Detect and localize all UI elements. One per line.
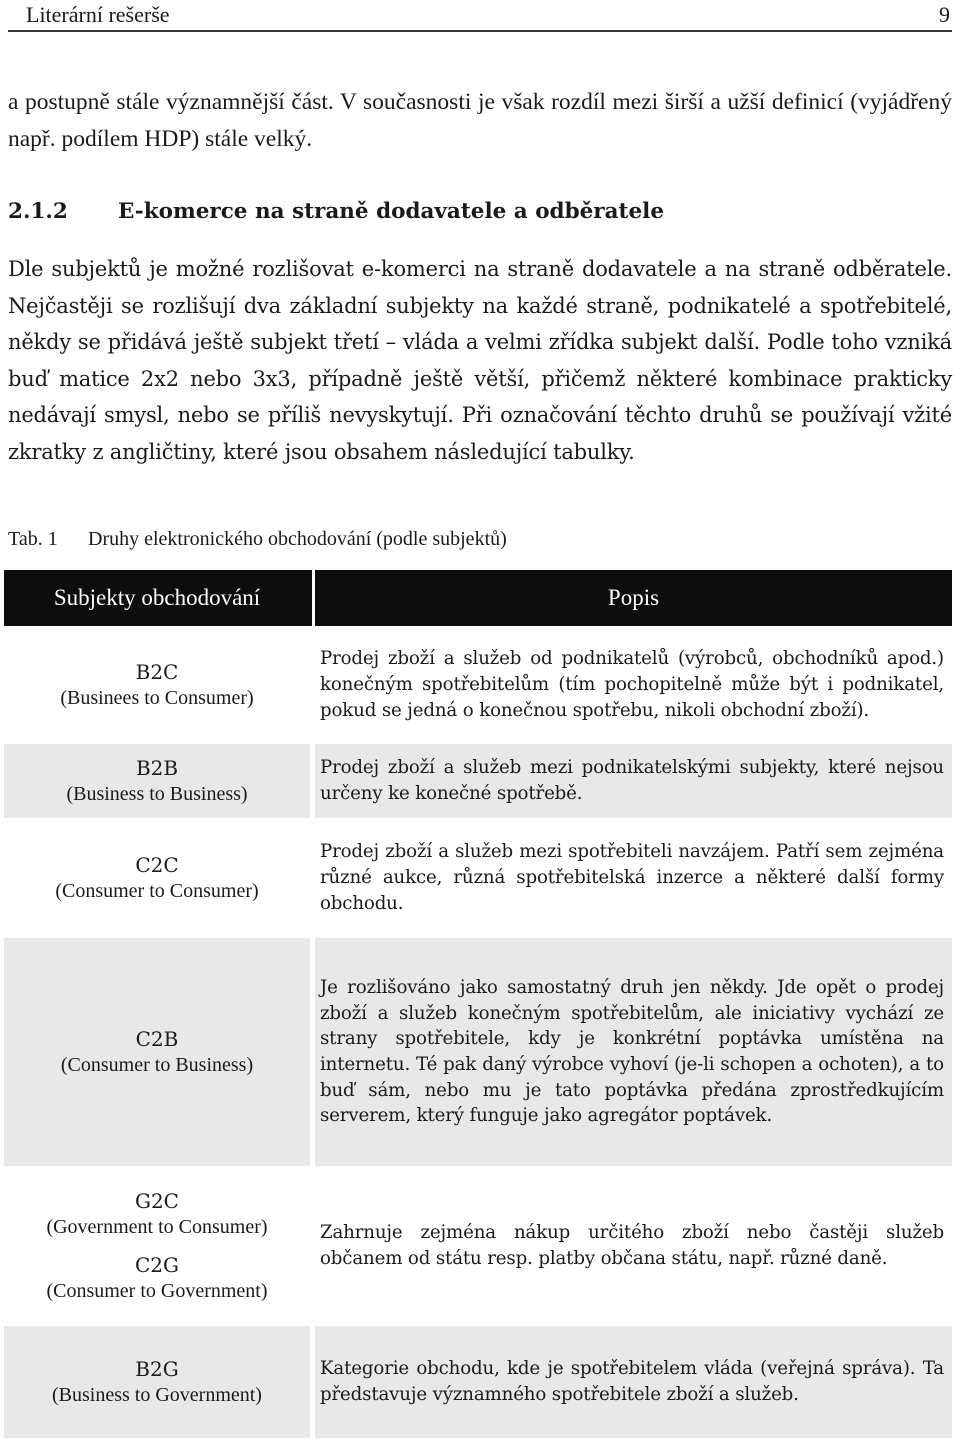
intro-paragraph: a postupně stále významnější část. V současnosti je však rozdíl mezi širší a užší definicí (vyjádřený např. podílem HDP) stále velký.: [8, 89, 952, 152]
subject-expansion: (Consumer to Government): [46, 1280, 268, 1302]
subject-code: B2B: [135, 756, 179, 780]
column-header-subjects: Subjekty obchodování: [53, 585, 261, 610]
description-text: Zahrnuje zejména nákup určitého zboží nebo častěji služeb občanem od státu resp. platby občana státu, např. různé daně.: [320, 1222, 944, 1269]
description-cell: [315, 628, 952, 742]
description-text: Je rozlišováno jako samostatný druh jen někdy. Jde opět o prodej zboží a služeb konečným spotřebitelům, ale iniciativy vychází ze strany spotřebitele, kdy je konkrétní poptávka umístěna na internetu. Té pak daný výrobce vyhoví (je-li schopen a ochoten), a to buď sám, nebo mu je tato poptávka předána zprostředkujícím serverem, který funguje jako agregátor poptávek.: [320, 976, 944, 1127]
table-row: [4, 820, 952, 936]
table-row: [4, 744, 952, 818]
section-title: E-komerce na straně dodavatele a odběratele: [118, 199, 665, 224]
subject-expansion: (Businees to Consumer): [60, 687, 254, 709]
section-number: 2.1.2: [8, 199, 68, 224]
table-header-row: [4, 570, 952, 626]
description-text: Prodej zboží a služeb mezi spotřebiteli navzájem. Patří sem zejména různé aukce, různá spotřebitelská inzerce a některé další formy obchodu.: [320, 841, 944, 914]
description-text: Kategorie obchodu, kde je spotřebitelem vláda (veřejná správa). Ta představuje významného spotřebitele zboží a služeb.: [320, 1358, 944, 1405]
subject-cell: [4, 820, 310, 936]
table-caption-label: Tab. 1: [8, 528, 58, 550]
table-caption-text: Druhy elektronického obchodování (podle subjektů): [88, 528, 507, 550]
subject-cell: [4, 938, 310, 1166]
table-row: [4, 1326, 952, 1438]
subject-expansion: (Business to Government): [52, 1384, 262, 1406]
body-paragraph: Dle subjektů je možné rozlišovat e-komerci na straně dodavatele a na straně odběratele. Nejčastěji se rozlišují dva základní subjekty na každé straně, podnikatelé a spotřebitelé, někdy se přidává ještě subjekt třetí – vláda a velmi zřídka subjekt další. Podle toho vzniká buď matice 2x2 nebo 3x3, případně ještě větší, přičemž některé kombinace prakticky nedávají smysl, nebo se příliš nevyskytují. Při označování těchto druhů se používají vžité zkratky z angličtiny, které jsou obsahem následující tabulky.: [8, 257, 952, 464]
description-cell: [315, 820, 952, 936]
description-text: Prodej zboží a služeb mezi podnikatelskými subjekty, které nejsou určeny ke konečné spotřebě.: [320, 757, 944, 804]
subject-code: B2C: [135, 660, 179, 684]
subject-code: G2C: [134, 1189, 179, 1213]
subject-expansion: (Government to Consumer): [46, 1216, 268, 1238]
subject-pair: [46, 1252, 267, 1304]
subject-code: C2G: [134, 1253, 179, 1277]
table-caption: [8, 528, 952, 551]
description-cell: [315, 938, 952, 1166]
section-heading: [8, 199, 952, 224]
running-header: [8, 0, 952, 32]
subject-code: B2G: [135, 1357, 179, 1381]
subject-expansion: (Consumer to Consumer): [55, 880, 259, 902]
table-row: [4, 938, 952, 1166]
header-title: Literární rešerše: [26, 2, 170, 27]
table-row: [4, 628, 952, 742]
subject-cell: [4, 1326, 310, 1438]
subject-expansion: (Business to Business): [66, 783, 248, 805]
subject-code: C2C: [135, 853, 179, 877]
description-cell: [315, 1168, 952, 1324]
subject-pair: [46, 1188, 267, 1240]
subject-cell: [4, 628, 310, 742]
description-cell: [315, 744, 952, 818]
column-header-description: Popis: [607, 585, 660, 610]
description-text: Prodej zboží a služeb od podnikatelů (výrobců, obchodníků apod.) konečným spotřebitelům (tím pochopitelně může být i podnikatel, pokud se jedná o konečnou spotřebu, nikoli obchodní zboží).: [320, 648, 944, 721]
page-number: 9: [939, 2, 950, 27]
table-row: [4, 1168, 952, 1324]
subject-code: C2B: [135, 1027, 179, 1051]
subject-cell: [4, 1168, 310, 1324]
description-cell: [315, 1326, 952, 1438]
subject-cell: [4, 744, 310, 818]
subject-expansion: (Consumer to Business): [60, 1054, 254, 1076]
